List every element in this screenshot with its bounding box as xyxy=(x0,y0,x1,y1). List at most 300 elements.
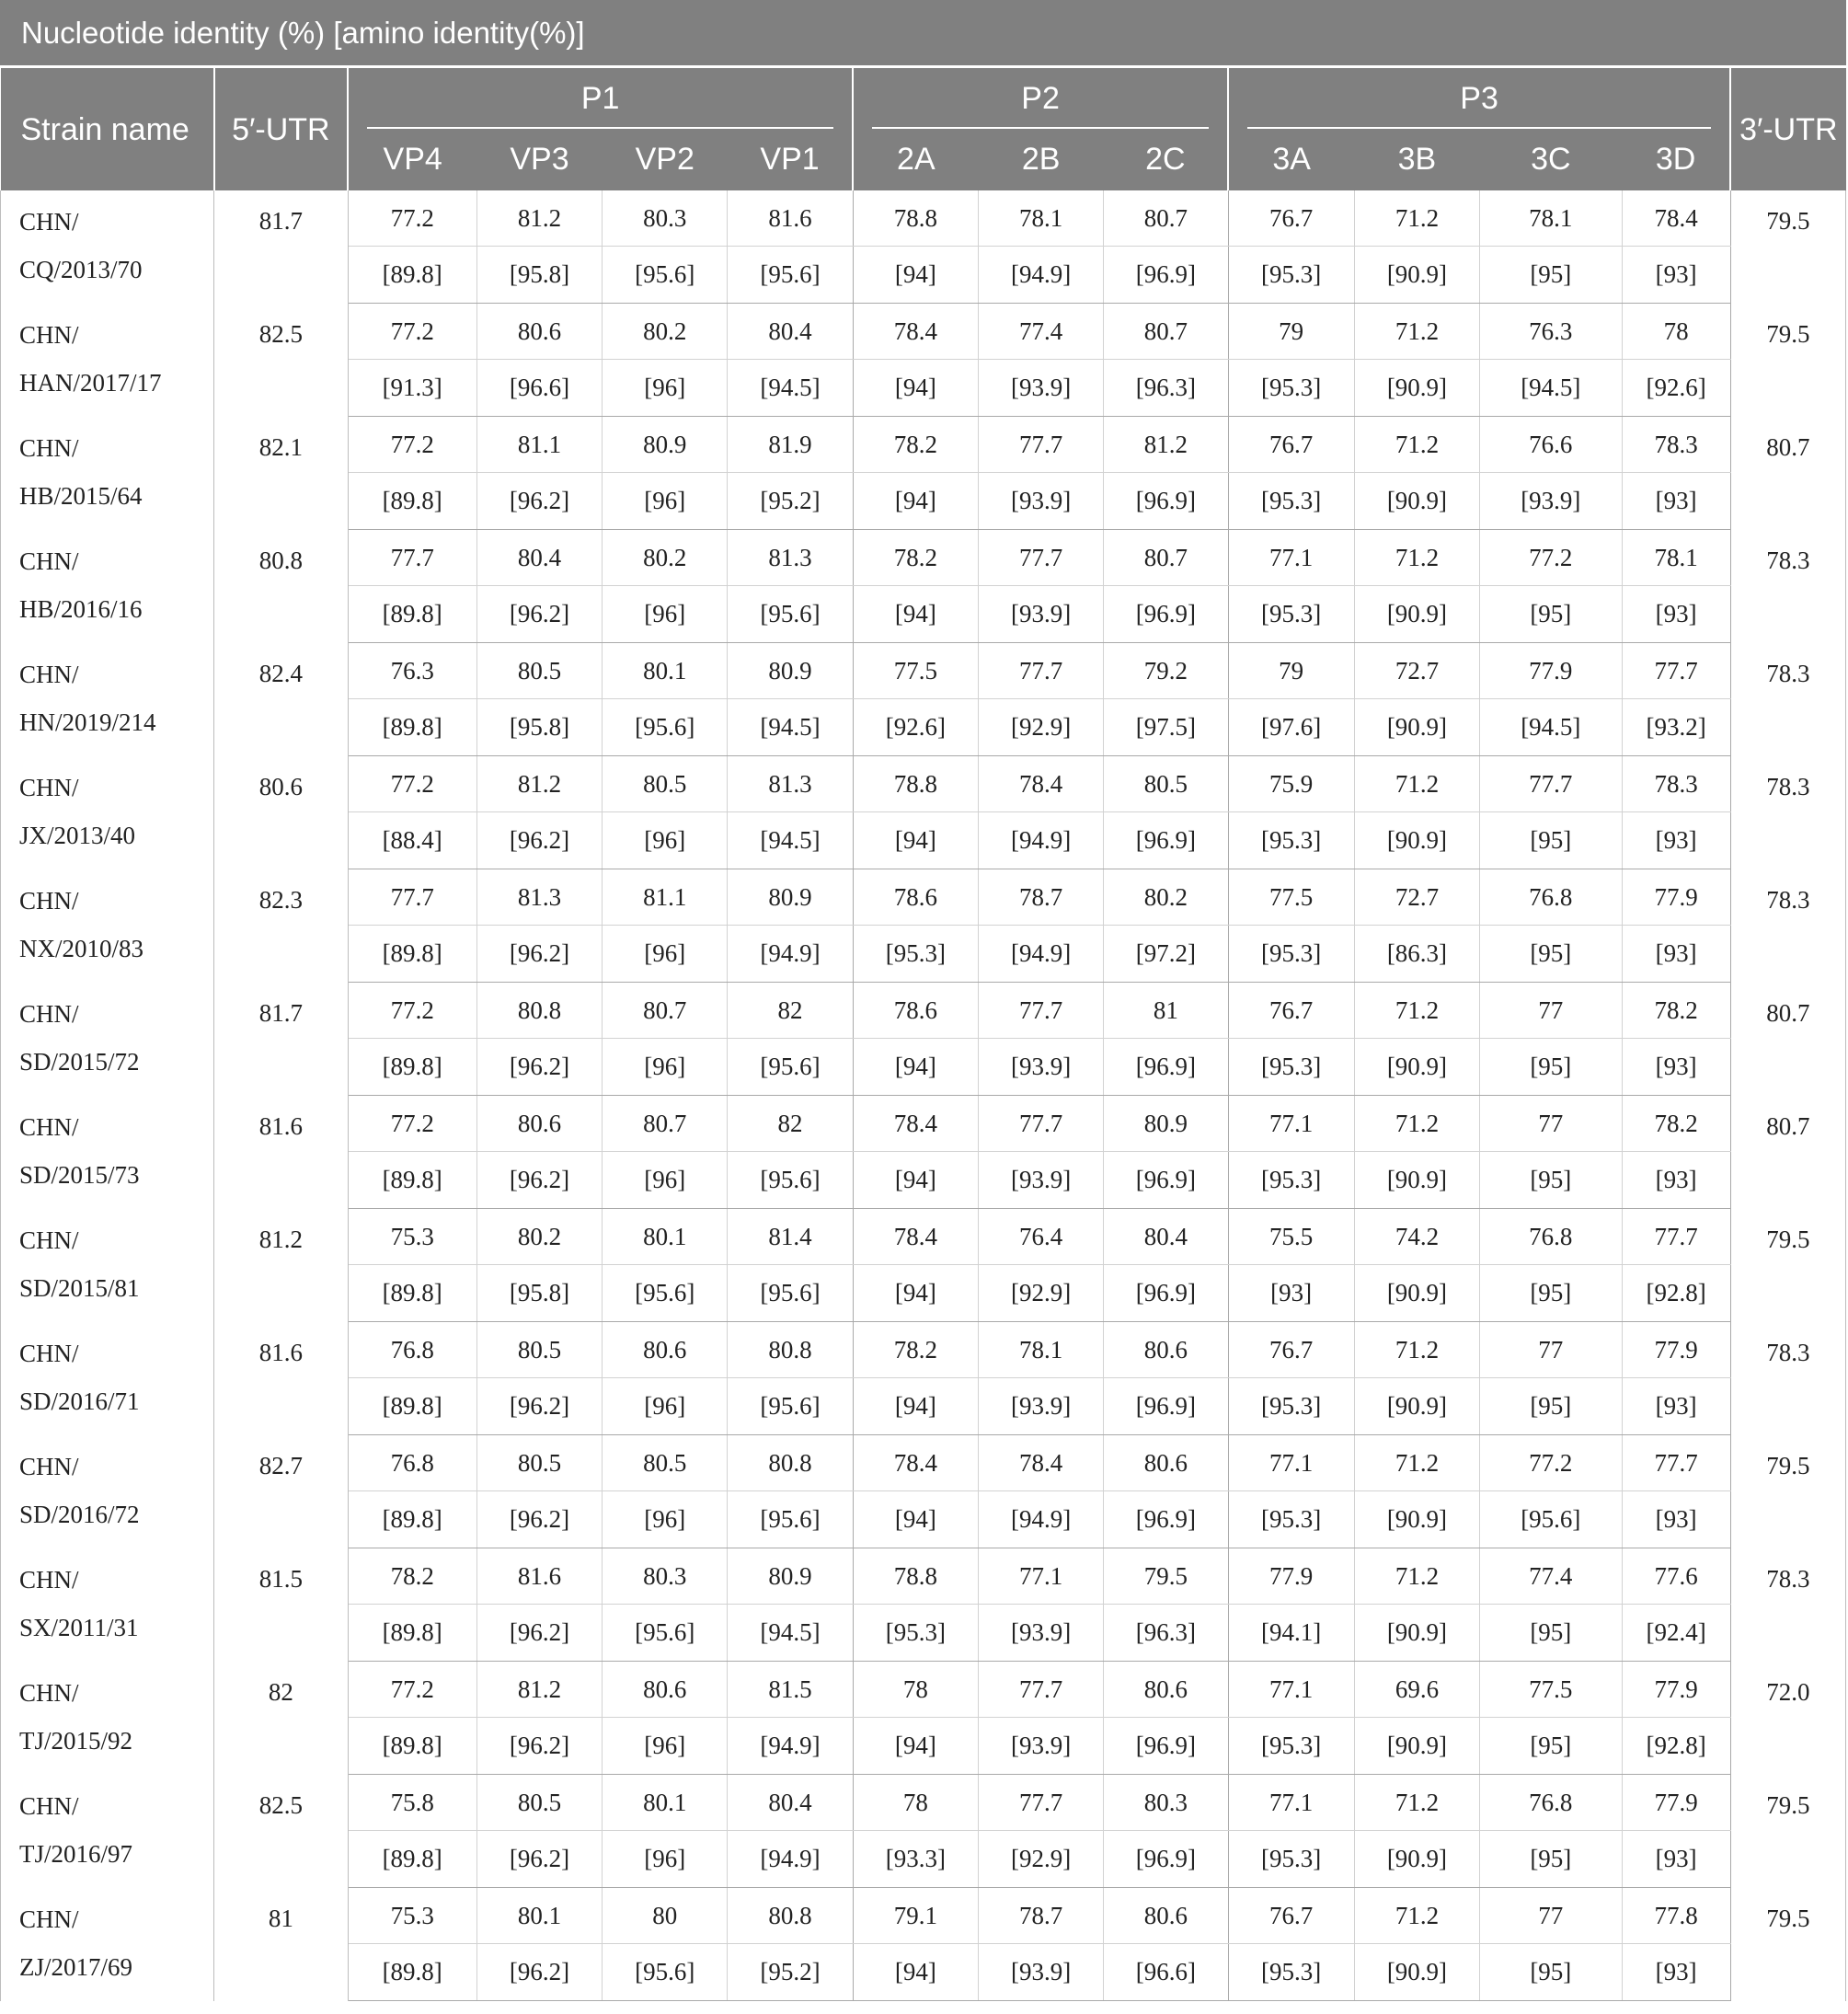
table-row xyxy=(1,530,1846,586)
header-group-p1 xyxy=(348,67,853,130)
amino-identity-cell: [96] xyxy=(603,586,728,643)
strain-name-line2: TJ/2016/97 xyxy=(19,1839,133,1868)
nucleotide-identity-cell: 77.7 xyxy=(348,530,476,586)
header-group-p2 xyxy=(853,67,1228,130)
amino-identity-cell: [95.3] xyxy=(1228,360,1354,417)
nucleotide-identity-cell: 77.2 xyxy=(1480,530,1622,586)
nucleotide-identity-cell: 78.2 xyxy=(853,1322,978,1378)
nucleotide-identity-cell: 77.4 xyxy=(978,304,1103,360)
nucleotide-identity-cell: 78.4 xyxy=(853,1209,978,1265)
strain-name-line1: CHN/ xyxy=(19,1452,79,1480)
strain-name-line2: SX/2011/31 xyxy=(19,1613,139,1641)
amino-identity-cell: [96.6] xyxy=(1104,1944,1228,2001)
nucleotide-identity-cell: 78.2 xyxy=(348,1548,476,1605)
amino-identity-cell: [94.9] xyxy=(728,1831,853,1888)
nucleotide-identity-cell: 78.1 xyxy=(1480,190,1622,247)
amino-identity-cell: [96.9] xyxy=(1104,1265,1228,1322)
amino-identity-cell: [93] xyxy=(1622,1491,1730,1548)
nucleotide-identity-cell: 77.7 xyxy=(978,530,1103,586)
strain-name-line2: NX/2010/83 xyxy=(19,934,143,962)
nucleotide-identity-cell: 77.9 xyxy=(1622,1322,1730,1378)
amino-identity-cell: [89.8] xyxy=(348,1152,476,1209)
amino-identity-cell: [94] xyxy=(853,586,978,643)
amino-identity-cell: [89.8] xyxy=(348,1605,476,1662)
amino-identity-cell: [91.3] xyxy=(348,360,476,417)
header-vp2: VP2 xyxy=(603,129,728,190)
strain-name-cell xyxy=(1,530,214,643)
table-row xyxy=(1,1209,1846,1265)
amino-identity-cell: [95.6] xyxy=(728,1152,853,1209)
amino-identity-cell: [93] xyxy=(1622,1831,1730,1888)
utr5-cell: 82.5 xyxy=(214,304,348,417)
amino-identity-cell: [95] xyxy=(1480,812,1622,869)
amino-identity-cell: [96.9] xyxy=(1104,1039,1228,1096)
strain-name-line1: CHN/ xyxy=(19,1678,79,1707)
amino-identity-cell: [93.9] xyxy=(978,586,1103,643)
amino-identity-cell: [95.3] xyxy=(1228,1831,1354,1888)
strain-name-cell xyxy=(1,1662,214,1775)
nucleotide-identity-cell: 77.4 xyxy=(1480,1548,1622,1605)
nucleotide-identity-cell: 80.9 xyxy=(728,869,853,926)
nucleotide-identity-cell: 80.7 xyxy=(1104,530,1228,586)
nucleotide-identity-cell: 80.3 xyxy=(603,190,728,247)
amino-identity-cell: [89.8] xyxy=(348,473,476,530)
strain-name-line2: HAN/2017/17 xyxy=(19,368,162,397)
nucleotide-identity-cell: 76.7 xyxy=(1228,190,1354,247)
amino-identity-cell: [95.3] xyxy=(853,926,978,983)
utr3-cell: 78.3 xyxy=(1730,869,1845,983)
strain-name-cell xyxy=(1,190,214,304)
amino-identity-cell: [95.2] xyxy=(728,473,853,530)
nucleotide-identity-cell: 77.7 xyxy=(348,869,476,926)
amino-identity-cell: [93] xyxy=(1622,1944,1730,2001)
header-3d: 3D xyxy=(1622,129,1730,190)
nucleotide-identity-cell: 78.4 xyxy=(853,1435,978,1491)
table-row xyxy=(1,756,1846,812)
amino-identity-cell: [94.1] xyxy=(1228,1605,1354,1662)
amino-identity-cell: [94] xyxy=(853,473,978,530)
amino-identity-cell: [94.9] xyxy=(978,1491,1103,1548)
amino-identity-cell: [93] xyxy=(1622,586,1730,643)
amino-identity-cell: [95.6] xyxy=(728,1039,853,1096)
strain-name-line1: CHN/ xyxy=(19,1565,79,1594)
nucleotide-identity-cell: 77.2 xyxy=(348,1096,476,1152)
nucleotide-identity-cell: 77.9 xyxy=(1622,1662,1730,1718)
strain-name-line1: CHN/ xyxy=(19,1339,79,1367)
amino-identity-cell: [95.6] xyxy=(728,247,853,304)
nucleotide-identity-cell: 71.2 xyxy=(1354,1322,1479,1378)
nucleotide-identity-cell: 80.6 xyxy=(476,1096,602,1152)
table-title: Nucleotide identity (%) [amino identity(%)] xyxy=(1,1,1846,67)
amino-identity-cell: [90.9] xyxy=(1354,1491,1479,1548)
nucleotide-identity-cell: 77.9 xyxy=(1480,643,1622,699)
utr5-cell: 81.5 xyxy=(214,1548,348,1662)
amino-identity-cell: [93] xyxy=(1622,1378,1730,1435)
amino-identity-cell: [93.9] xyxy=(978,1039,1103,1096)
nucleotide-identity-cell: 71.2 xyxy=(1354,190,1479,247)
nucleotide-identity-cell: 80.9 xyxy=(728,1548,853,1605)
strain-name-line1: CHN/ xyxy=(19,999,79,1028)
nucleotide-identity-cell: 77.2 xyxy=(348,190,476,247)
strain-name-line1: CHN/ xyxy=(19,1226,79,1254)
amino-identity-cell: [97.2] xyxy=(1104,926,1228,983)
strain-name-cell xyxy=(1,1096,214,1209)
amino-identity-cell: [94] xyxy=(853,812,978,869)
utr5-cell: 81.6 xyxy=(214,1322,348,1435)
amino-identity-cell: [96.9] xyxy=(1104,1491,1228,1548)
amino-identity-cell: [93.9] xyxy=(978,1718,1103,1775)
amino-identity-cell: [95.8] xyxy=(476,699,602,756)
amino-identity-cell: [95] xyxy=(1480,926,1622,983)
amino-identity-cell: [94] xyxy=(853,1718,978,1775)
amino-identity-cell: [93] xyxy=(1622,1152,1730,1209)
amino-identity-cell: [96.9] xyxy=(1104,1378,1228,1435)
nucleotide-identity-cell: 80.5 xyxy=(603,1435,728,1491)
nucleotide-identity-cell: 80.1 xyxy=(603,1209,728,1265)
utr3-cell: 80.7 xyxy=(1730,1096,1845,1209)
amino-identity-cell: [96] xyxy=(603,1152,728,1209)
nucleotide-identity-cell: 81.3 xyxy=(728,756,853,812)
amino-identity-cell: [93.9] xyxy=(978,1605,1103,1662)
nucleotide-identity-cell: 75.5 xyxy=(1228,1209,1354,1265)
header-group-p2-label: P2 xyxy=(1021,80,1060,116)
amino-identity-cell: [90.9] xyxy=(1354,247,1479,304)
nucleotide-identity-cell: 78.4 xyxy=(1622,190,1730,247)
nucleotide-identity-cell: 77.5 xyxy=(1228,869,1354,926)
amino-identity-cell: [90.9] xyxy=(1354,1039,1479,1096)
amino-identity-cell: [96.2] xyxy=(476,473,602,530)
strain-name-cell xyxy=(1,304,214,417)
nucleotide-identity-cell: 80.4 xyxy=(476,530,602,586)
nucleotide-identity-cell: 82 xyxy=(728,983,853,1039)
utr5-cell: 82.4 xyxy=(214,643,348,756)
nucleotide-identity-cell: 76.7 xyxy=(1228,1888,1354,1944)
nucleotide-identity-cell: 75.8 xyxy=(348,1775,476,1831)
nucleotide-identity-cell: 78.1 xyxy=(1622,530,1730,586)
nucleotide-identity-cell: 77.1 xyxy=(978,1548,1103,1605)
nucleotide-identity-cell: 69.6 xyxy=(1354,1662,1479,1718)
strain-name-cell xyxy=(1,1209,214,1322)
nucleotide-identity-cell: 77.7 xyxy=(978,1096,1103,1152)
amino-identity-cell: [93] xyxy=(1228,1265,1354,1322)
amino-identity-cell: [89.8] xyxy=(348,1831,476,1888)
nucleotide-identity-cell: 77 xyxy=(1480,1888,1622,1944)
nucleotide-identity-cell: 81.5 xyxy=(728,1662,853,1718)
nucleotide-identity-cell: 80.7 xyxy=(1104,190,1228,247)
amino-identity-cell: [96.2] xyxy=(476,1378,602,1435)
nucleotide-identity-cell: 80.7 xyxy=(1104,304,1228,360)
amino-identity-cell: [89.8] xyxy=(348,1944,476,2001)
nucleotide-identity-cell: 71.2 xyxy=(1354,1435,1479,1491)
amino-identity-cell: [90.9] xyxy=(1354,812,1479,869)
nucleotide-identity-cell: 77.9 xyxy=(1228,1548,1354,1605)
strain-name-line2: JX/2013/40 xyxy=(19,821,136,849)
header-vp1: VP1 xyxy=(728,129,853,190)
nucleotide-identity-cell: 77.7 xyxy=(978,417,1103,473)
utr3-cell: 79.5 xyxy=(1730,1888,1845,2001)
amino-identity-cell: [95.6] xyxy=(603,1605,728,1662)
strain-name-line2: CQ/2013/70 xyxy=(19,256,143,283)
amino-identity-cell: [89.8] xyxy=(348,1039,476,1096)
amino-identity-cell: [96.9] xyxy=(1104,247,1228,304)
nucleotide-identity-cell: 80.1 xyxy=(476,1888,602,1944)
nucleotide-identity-cell: 77 xyxy=(1480,983,1622,1039)
strain-name-cell xyxy=(1,756,214,869)
strain-name-line1: CHN/ xyxy=(19,547,79,575)
amino-identity-cell: [94.9] xyxy=(978,247,1103,304)
nucleotide-identity-cell: 78.8 xyxy=(853,1548,978,1605)
header-strain-name: Strain name xyxy=(1,67,214,191)
amino-identity-cell: [96] xyxy=(603,360,728,417)
amino-identity-cell: [89.8] xyxy=(348,926,476,983)
nucleotide-identity-cell: 71.2 xyxy=(1354,1775,1479,1831)
amino-identity-cell: [97.5] xyxy=(1104,699,1228,756)
amino-identity-cell: [96] xyxy=(603,473,728,530)
nucleotide-identity-cell: 77 xyxy=(1480,1096,1622,1152)
nucleotide-identity-cell: 78.2 xyxy=(853,417,978,473)
nucleotide-identity-cell: 77 xyxy=(1480,1322,1622,1378)
nucleotide-identity-cell: 80.9 xyxy=(603,417,728,473)
nucleotide-identity-cell: 82 xyxy=(728,1096,853,1152)
strain-name-line1: CHN/ xyxy=(19,1791,79,1820)
amino-identity-cell: [93] xyxy=(1622,247,1730,304)
table-row xyxy=(1,1888,1846,1944)
nucleotide-identity-cell: 78.4 xyxy=(978,1435,1103,1491)
nucleotide-identity-cell: 78.1 xyxy=(978,1322,1103,1378)
amino-identity-cell: [93.2] xyxy=(1622,699,1730,756)
amino-identity-cell: [95.8] xyxy=(476,247,602,304)
table-row xyxy=(1,304,1846,360)
amino-identity-cell: [95] xyxy=(1480,1265,1622,1322)
nucleotide-identity-cell: 77.2 xyxy=(1480,1435,1622,1491)
header-2a: 2A xyxy=(853,129,978,190)
nucleotide-identity-cell: 80.2 xyxy=(603,304,728,360)
amino-identity-cell: [94.5] xyxy=(728,360,853,417)
amino-identity-cell: [96.2] xyxy=(476,1944,602,2001)
nucleotide-identity-cell: 77.9 xyxy=(1622,1775,1730,1831)
nucleotide-identity-cell: 80.7 xyxy=(603,983,728,1039)
nucleotide-identity-cell: 80.6 xyxy=(476,304,602,360)
nucleotide-identity-cell: 74.2 xyxy=(1354,1209,1479,1265)
amino-identity-cell: [94.5] xyxy=(728,812,853,869)
strain-name-cell xyxy=(1,1548,214,1662)
nucleotide-identity-cell: 77.5 xyxy=(853,643,978,699)
utr5-cell: 81.7 xyxy=(214,190,348,304)
amino-identity-cell: [95] xyxy=(1480,1831,1622,1888)
nucleotide-identity-cell: 72.7 xyxy=(1354,643,1479,699)
nucleotide-identity-cell: 80 xyxy=(603,1888,728,1944)
amino-identity-cell: [90.9] xyxy=(1354,1152,1479,1209)
amino-identity-cell: [93] xyxy=(1622,473,1730,530)
strain-name-line2: HB/2015/64 xyxy=(19,481,143,510)
nucleotide-identity-cell: 81.2 xyxy=(1104,417,1228,473)
amino-identity-cell: [92.8] xyxy=(1622,1265,1730,1322)
amino-identity-cell: [89.8] xyxy=(348,247,476,304)
strain-name-line1: CHN/ xyxy=(19,773,79,801)
nucleotide-identity-cell: 78 xyxy=(853,1775,978,1831)
nucleotide-identity-cell: 81.3 xyxy=(476,869,602,926)
amino-identity-cell: [90.9] xyxy=(1354,1265,1479,1322)
utr3-cell: 72.0 xyxy=(1730,1662,1845,1775)
amino-identity-cell: [95.3] xyxy=(853,1605,978,1662)
nucleotide-identity-cell: 81.3 xyxy=(728,530,853,586)
nucleotide-identity-cell: 71.2 xyxy=(1354,417,1479,473)
nucleotide-identity-cell: 77.7 xyxy=(1480,756,1622,812)
strain-name-cell xyxy=(1,869,214,983)
strain-name-cell xyxy=(1,1322,214,1435)
nucleotide-identity-cell: 80.8 xyxy=(728,1888,853,1944)
nucleotide-identity-cell: 77.7 xyxy=(978,983,1103,1039)
nucleotide-identity-cell: 77.7 xyxy=(1622,643,1730,699)
strain-name-cell xyxy=(1,1435,214,1548)
nucleotide-identity-cell: 78.2 xyxy=(1622,983,1730,1039)
nucleotide-identity-cell: 77.9 xyxy=(1622,869,1730,926)
amino-identity-cell: [96.2] xyxy=(476,1152,602,1209)
amino-identity-cell: [96.9] xyxy=(1104,586,1228,643)
nucleotide-identity-cell: 75.3 xyxy=(348,1888,476,1944)
nucleotide-identity-cell: 77.1 xyxy=(1228,1662,1354,1718)
utr5-cell: 81.2 xyxy=(214,1209,348,1322)
nucleotide-identity-cell: 78.7 xyxy=(978,1888,1103,1944)
nucleotide-identity-cell: 78.4 xyxy=(978,756,1103,812)
nucleotide-identity-cell: 80.6 xyxy=(1104,1322,1228,1378)
table-row xyxy=(1,983,1846,1039)
amino-identity-cell: [92.9] xyxy=(978,699,1103,756)
header-group-p3-label: P3 xyxy=(1460,80,1498,116)
header-group-p1-label: P1 xyxy=(580,80,620,116)
amino-identity-cell: [93] xyxy=(1622,812,1730,869)
nucleotide-identity-cell: 78 xyxy=(1622,304,1730,360)
nucleotide-identity-cell: 80.8 xyxy=(728,1322,853,1378)
nucleotide-identity-cell: 80.8 xyxy=(476,983,602,1039)
nucleotide-identity-cell: 76.8 xyxy=(348,1322,476,1378)
table-row xyxy=(1,1775,1846,1831)
nucleotide-identity-cell: 77.7 xyxy=(978,1775,1103,1831)
amino-identity-cell: [88.4] xyxy=(348,812,476,869)
amino-identity-cell: [95.3] xyxy=(1228,1039,1354,1096)
nucleotide-identity-cell: 80.1 xyxy=(603,643,728,699)
utr5-cell: 81.7 xyxy=(214,983,348,1096)
nucleotide-identity-cell: 78.2 xyxy=(1622,1096,1730,1152)
amino-identity-cell: [95.3] xyxy=(1228,247,1354,304)
nucleotide-identity-cell: 80.2 xyxy=(1104,869,1228,926)
header-group-p3 xyxy=(1228,67,1730,130)
strain-name-line1: CHN/ xyxy=(19,433,79,462)
amino-identity-cell: [94] xyxy=(853,1378,978,1435)
amino-identity-cell: [94] xyxy=(853,1944,978,2001)
strain-name-cell xyxy=(1,983,214,1096)
nucleotide-identity-cell: 81.2 xyxy=(476,1662,602,1718)
nucleotide-identity-cell: 80.5 xyxy=(603,756,728,812)
table-row xyxy=(1,1322,1846,1378)
amino-identity-cell: [89.8] xyxy=(348,1718,476,1775)
nucleotide-identity-cell: 80.3 xyxy=(1104,1775,1228,1831)
amino-identity-cell: [95] xyxy=(1480,1152,1622,1209)
header-3c: 3C xyxy=(1480,129,1622,190)
amino-identity-cell: [96.9] xyxy=(1104,473,1228,530)
amino-identity-cell: [96.2] xyxy=(476,812,602,869)
nucleotide-identity-cell: 77.6 xyxy=(1622,1548,1730,1605)
nucleotide-identity-cell: 78.1 xyxy=(978,190,1103,247)
amino-identity-cell: [95.2] xyxy=(728,1944,853,2001)
amino-identity-cell: [96] xyxy=(603,926,728,983)
nucleotide-identity-cell: 79 xyxy=(1228,643,1354,699)
amino-identity-cell: [94.5] xyxy=(1480,360,1622,417)
nucleotide-identity-cell: 77.7 xyxy=(978,1662,1103,1718)
nucleotide-identity-cell: 78.6 xyxy=(853,869,978,926)
nucleotide-identity-cell: 80.6 xyxy=(603,1662,728,1718)
amino-identity-cell: [94] xyxy=(853,1152,978,1209)
strain-name-cell xyxy=(1,1775,214,1888)
amino-identity-cell: [96] xyxy=(603,1039,728,1096)
strain-name-line2: HB/2016/16 xyxy=(19,594,143,623)
header-2b: 2B xyxy=(978,129,1103,190)
nucleotide-identity-cell: 80.5 xyxy=(476,1775,602,1831)
amino-identity-cell: [94.5] xyxy=(728,1605,853,1662)
nucleotide-identity-cell: 71.2 xyxy=(1354,1096,1479,1152)
nucleotide-identity-cell: 77.2 xyxy=(348,417,476,473)
amino-identity-cell: [92.4] xyxy=(1622,1605,1730,1662)
amino-identity-cell: [92.6] xyxy=(853,699,978,756)
nucleotide-identity-cell: 76.8 xyxy=(348,1435,476,1491)
nucleotide-identity-cell: 77.2 xyxy=(348,756,476,812)
amino-identity-cell: [96.2] xyxy=(476,1491,602,1548)
amino-identity-cell: [94.9] xyxy=(978,812,1103,869)
amino-identity-cell: [92.6] xyxy=(1622,360,1730,417)
amino-identity-cell: [95] xyxy=(1480,1605,1622,1662)
strain-name-line2: ZJ/2017/69 xyxy=(19,1952,133,1981)
amino-identity-cell: [94] xyxy=(853,247,978,304)
utr5-cell: 80.8 xyxy=(214,530,348,643)
amino-identity-cell: [93] xyxy=(1622,1039,1730,1096)
table-header xyxy=(1,1,1846,191)
amino-identity-cell: [96.2] xyxy=(476,1039,602,1096)
utr5-cell: 82.7 xyxy=(214,1435,348,1548)
nucleotide-identity-cell: 78.4 xyxy=(853,304,978,360)
nucleotide-identity-cell: 80.5 xyxy=(476,1322,602,1378)
nucleotide-identity-cell: 79 xyxy=(1228,304,1354,360)
nucleotide-identity-cell: 71.2 xyxy=(1354,983,1479,1039)
nucleotide-identity-cell: 80.4 xyxy=(728,1775,853,1831)
amino-identity-cell: [93.9] xyxy=(978,473,1103,530)
nucleotide-identity-cell: 81.9 xyxy=(728,417,853,473)
utr3-cell: 78.3 xyxy=(1730,756,1845,869)
nucleotide-identity-cell: 76.6 xyxy=(1480,417,1622,473)
table-row xyxy=(1,1662,1846,1718)
nucleotide-identity-cell: 81.2 xyxy=(476,190,602,247)
nucleotide-identity-cell: 78.7 xyxy=(978,869,1103,926)
amino-identity-cell: [97.6] xyxy=(1228,699,1354,756)
amino-identity-cell: [90.9] xyxy=(1354,1605,1479,1662)
nucleotide-identity-cell: 80.1 xyxy=(603,1775,728,1831)
header-vp4: VP4 xyxy=(348,129,476,190)
nucleotide-identity-cell: 78.8 xyxy=(853,190,978,247)
nucleotide-identity-cell: 76.8 xyxy=(1480,1775,1622,1831)
amino-identity-cell: [95] xyxy=(1480,247,1622,304)
amino-identity-cell: [95.6] xyxy=(1480,1491,1622,1548)
amino-identity-cell: [90.9] xyxy=(1354,473,1479,530)
amino-identity-cell: [94] xyxy=(853,1039,978,1096)
nucleotide-identity-cell: 78.3 xyxy=(1622,417,1730,473)
amino-identity-cell: [95.3] xyxy=(1228,1944,1354,2001)
header-5utr: 5′-UTR xyxy=(214,67,348,191)
nucleotide-identity-cell: 71.2 xyxy=(1354,304,1479,360)
nucleotide-identity-cell: 79.5 xyxy=(1104,1548,1228,1605)
amino-identity-cell: [95.6] xyxy=(603,247,728,304)
amino-identity-cell: [96.2] xyxy=(476,1718,602,1775)
nucleotide-identity-cell: 77.7 xyxy=(978,643,1103,699)
amino-identity-cell: [93.9] xyxy=(978,1378,1103,1435)
